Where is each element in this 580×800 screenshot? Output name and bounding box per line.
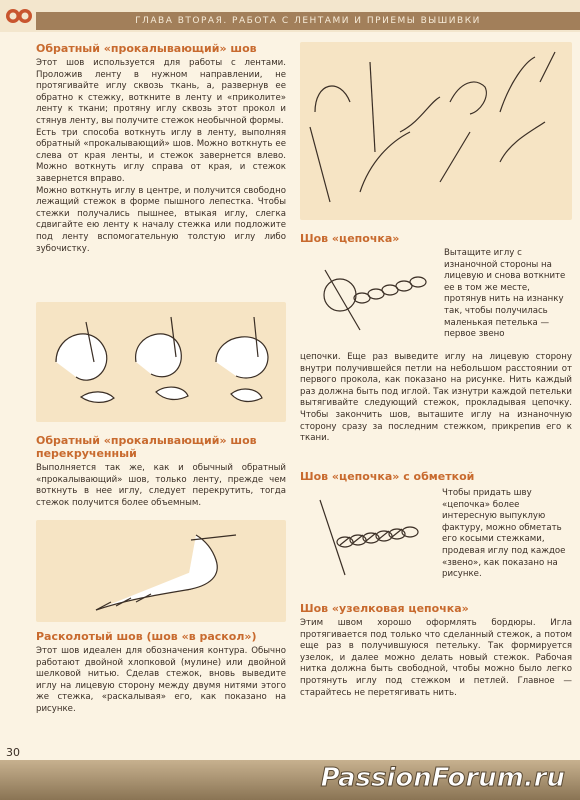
- section-title: Шов «цепочка» с обметкой: [300, 470, 475, 483]
- whipped-chain-text: [442, 488, 572, 581]
- section-title: Расколотый шов (шов «в раскол»): [36, 630, 257, 643]
- watermark: [0, 756, 580, 800]
- ribbon-stitch-illustration: [36, 302, 286, 422]
- paragraph: цепочки. Еще раз выведите иглу на лицевую сторону внутри получившейся петли на небольшом расстоянии от первого прокола, как показано на рисунке. Нить каждый раз должна быть под иглой. Так изнутри каждой петельки вытягивайте следующий стежок, прокладывая цепочку. Чтобы закончить шов, выташите иглу на изнаночную сторону сразу за последним стежком, прикрепив его к ткани.: [300, 352, 572, 444]
- paragraph: Этот шов используется для работы с лентами. Проложив ленту в нужном направлении, не протягивайте иглу сквозь ткань, а, развернув ее обратно к стежку, воткните в ленту и «приколите» ленту к ткани; протяну иглу сквозь этот прокол и стянув ленту, вы получите стежок необычной формы.: [36, 58, 286, 126]
- whipped-chain-title-block: [300, 470, 572, 486]
- chain-stitch-text: [300, 352, 572, 445]
- paragraph: Есть три способа воткнуть иглу в ленту, выполняя обратный «прокалывающий» шов. Можно воткнуть ее слева от края ленты, и стежок завернется влево. Можно воткнуть иглу справа от края, и стежок завернется вправо.: [36, 127, 286, 184]
- paragraph: Этот шов идеален для обозначения контура. Обычно работают двойной хлопковой (мулине) или двойной шелковой нитью. Сделав стежок, вновь выведите иглу на лицевую сторону между двумя нитями этого же стежка, «раскалывая» его, как показано на рисунке.: [36, 646, 286, 714]
- section-title: Обратный «прокалывающий» шов: [36, 42, 257, 55]
- chain-stitch-title-block: [300, 232, 430, 248]
- split-stitch-illustration: [300, 42, 572, 220]
- twisted-ribbon-illustration: [36, 520, 286, 622]
- chapter-header: ГЛАВА ВТОРАЯ. РАБОТА С ЛЕНТАМИ И ПРИЕМЫ ВЫШИВКИ: [36, 12, 580, 30]
- page-number: 30: [6, 746, 20, 759]
- section-title: Обратный «прокалывающий» шов перекрученный: [36, 434, 257, 460]
- section-title: Шов «узелковая цепочка»: [300, 602, 469, 615]
- paragraph: Чтобы придать шву «цепочка» более интересную выпуклую фактуру, можно обметать его косыми стежками, продевая иглу под каждое «звено», как показано на рисунке.: [442, 488, 566, 580]
- paragraph: Вытащите иглу с изнаночной стороны на лицевую и снова воткните ее в том же месте, протянув нить на изнанку так, чтобы получилась маленькая петелька — первое звено: [444, 248, 566, 340]
- knotted-chain-section: [300, 602, 572, 699]
- paragraph: Выполняется так же, как и обычный обратный «прокалывающий» шов, только ленту, прежде чем воткнуть в нее иглу, следует перекрутить, тогда стежок получится более объемным.: [36, 463, 286, 508]
- reverse-stitch-section: [36, 42, 286, 255]
- paragraph: Этим швом хорошо оформлять бордюры. Игла протягивается под только что сделанный стежок, а потом еще раз в получившуюся петельку. Так формируется узелок, и далее можно делать новый стежок. Рабочая нитка должна быть свободной, чтобы можно было легко протянуть иглу под стежком и петлей. Главное — старайтесь не перетягивать нить.: [300, 618, 572, 698]
- paragraph: Можно воткнуть иглу в центре, и получится свободно лежащий стежок в форме пышного лепестка. Чтобы стежки получались пышнее, втыкая иглу, слегка сдвигайте ею ленту к началу стежка или подложите под ленту вспомогательную толстую иглу либо зубочистку.: [36, 185, 286, 254]
- watermark-text: PassionForum.ru: [320, 763, 565, 793]
- chain-stitch-illustration: [300, 250, 440, 348]
- section-title: Шов «цепочка»: [300, 232, 400, 245]
- split-stitch-section: [36, 630, 286, 716]
- chain-stitch-float-text: [444, 248, 572, 341]
- whipped-chain-illustration: [300, 490, 438, 588]
- ornament-logo: [4, 4, 34, 28]
- twisted-stitch-section: [36, 434, 286, 509]
